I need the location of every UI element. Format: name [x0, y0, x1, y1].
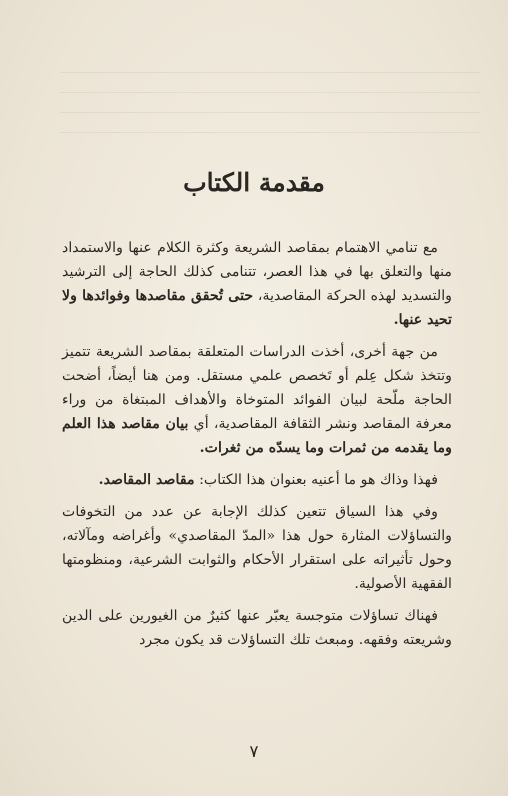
paragraph-text: مع تنامي الاهتمام بمقاصد الشريعة وكثرة الكلام عنها والاستمداد منها والتعلق بها في هذا العصر، تتنامى كذلك الحاجة إلى الترشيد والتسديد لهذه الحركة المقاصدية، [62, 240, 452, 304]
paragraph-text: فهذا وذاك هو ما أعنيه بعنوان هذا الكتاب: [194, 472, 438, 488]
paragraph-emphasis: مقاصد المقاصد. [98, 472, 195, 488]
page-number: ٧ [249, 742, 259, 762]
paragraph-text: فهناك تساؤلات متوجسة يعبّر عنها كثيرٌ من الغيورين على الدين وشريعته وفقهه. ومبعث تلك التساؤلات قد يكون مجرد [62, 608, 452, 648]
chapter-title: مقدمة الكتاب [183, 168, 325, 197]
paragraph [62, 500, 452, 596]
paragraph [62, 236, 452, 332]
paragraph-text: من جهة أخرى، أخذت الدراسات المتعلقة بمقاصد الشريعة تتميز وتتخذ شكل عِلم أو تَخصص علمي مستقل. ومن هنا أيضاً، أضحت الحاجة ملّحة لبيان الفوائد المتوخاة والأهداف المبتغاة من وراء معرفة المقاصد ونشر الثقافة المقاصدية، أي [62, 344, 452, 432]
paragraph [62, 340, 452, 460]
paragraph [62, 468, 452, 492]
paragraph-emphasis: حتى تُحقق مقاصدها وفوائدها ولا تحيد عنها. [62, 288, 452, 328]
paragraph-text: وفي هذا السياق تتعين كذلك الإجابة عن عدد من التخوفات والتساؤلات المثارة حول هذا «المدّ المقاصدي» وأغراضه ومآلاته، وحول تأثيراته على استقرار الأحكام والثوابت الشرعية، ومنظومتها الفقهية الأصولية. [62, 504, 452, 592]
paragraph-emphasis: بيان مقاصد هذا العلم وما يقدمه من ثمرات وما يسدّه من ثغرات. [62, 416, 452, 456]
body-text [62, 236, 452, 660]
paragraph [62, 604, 452, 652]
